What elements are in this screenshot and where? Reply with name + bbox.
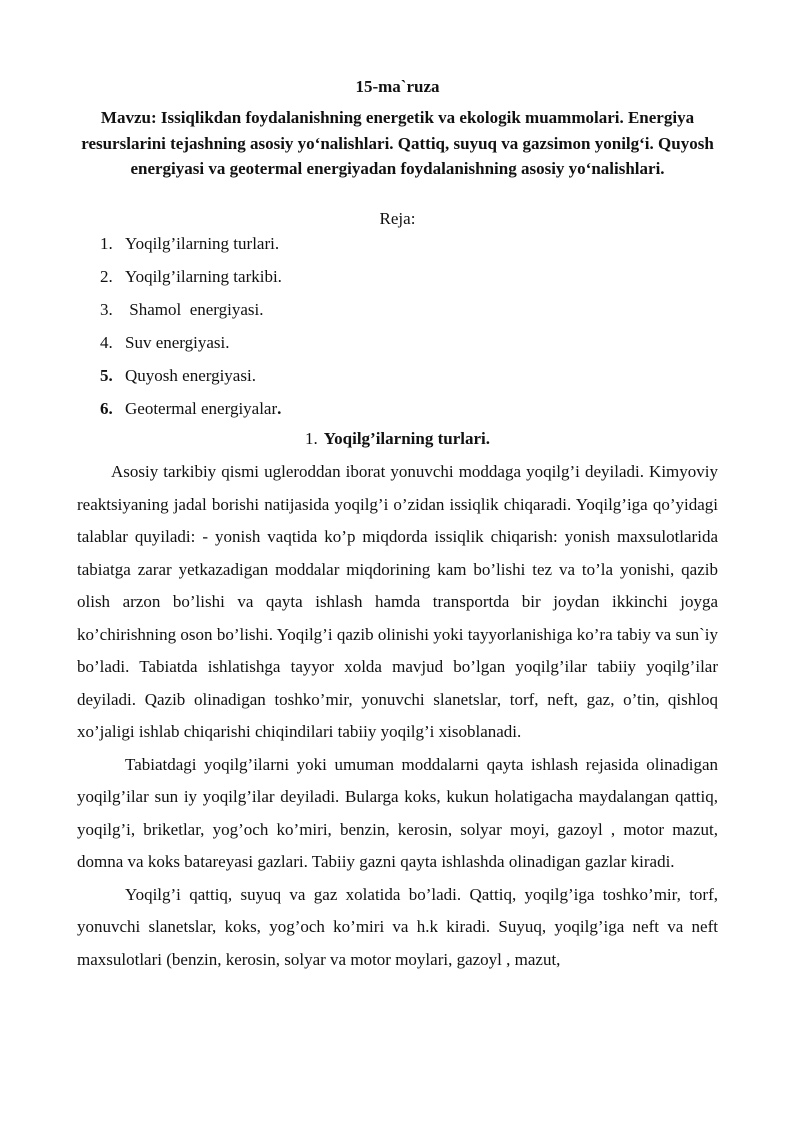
plan-list	[77, 232, 718, 430]
plan-item-text: Yoqilg’ilarning tarkibi.	[125, 267, 282, 286]
plan-item-4	[77, 331, 718, 364]
plan-item-suffix: .	[277, 399, 282, 418]
lecture-number: 15-ma`ruza	[355, 77, 440, 96]
plan-item-2	[77, 265, 718, 298]
paragraph-3: Yoqilg’i qattiq, suyuq va gaz xolatida bo’ladi. Qattiq, yoqilg’iga toshko’mir, torf, yonuvchi slanetslar, koks, yog’och ko’miri va h.k kiradi. Suyuq, yoqilg’iga neft va neft maxsulotlari (benzin, kerosin, solyar va motor moylari, gazoyl , mazut,	[77, 884, 718, 969]
paragraph-2: Tabiatdagi yoqilg’ilarni yoki umuman moddalarni qayta ishlash rejasida olinadigan yoqilg’ilar sun iy yoqilg’ilar deyiladi. Bularga koks, kukun holatigacha maydalangan qattiq, yoqilg’i, briketlar, yog’och ko’miri, benzin, kerosin, solyar moyi, gazoyl , motor mazut, domna va koks batareyasi gazlari. Tabiiy gazni qayta ishlashda olinadigan gazlar kiradi.	[77, 754, 718, 871]
plan-title: Reja:	[379, 209, 416, 228]
plan-item-number: 3.	[100, 300, 113, 319]
plan-item-3	[77, 298, 718, 331]
body-text	[77, 456, 718, 976]
plan-item-number: 6.	[100, 399, 113, 418]
plan-item-text: Suv energiyasi.	[125, 333, 230, 352]
plan-item-6	[77, 397, 718, 430]
section-title: Yoqilg’ilarning turlari.	[323, 429, 490, 448]
plan-item-number: 2.	[100, 267, 113, 286]
plan-item-text	[125, 397, 281, 421]
section-number: 1.	[305, 429, 318, 448]
plan-item-5	[77, 364, 718, 397]
plan-item-text: Quyosh energiyasi.	[125, 366, 256, 385]
plan-item-text: Yoqilg’ilarning turlari.	[125, 234, 280, 253]
plan-item-text: Shamol energiyasi.	[125, 300, 264, 319]
plan-item-text-main: Geotermal energiyalar	[125, 399, 278, 418]
section-heading	[77, 428, 718, 450]
plan-item-number: 1.	[100, 234, 113, 253]
lecture-topic: Mavzu: Issiqlikdan foydalanishning energetik va ekologik muammolari. Energiya resurslarini tejashning asosiy yo‘nalishlari. Qattiq, suyuq va gazsimon yonilg‘i. Quyosh energiyasi va geotermal energiyadan foydalanishning asosiy yo‘nalishlari.	[81, 108, 714, 178]
plan-item-1	[77, 232, 718, 265]
plan-item-number: 4.	[100, 333, 113, 352]
plan-item-number: 5.	[100, 366, 113, 385]
paragraph-1: Asosiy tarkibiy qismi ugleroddan iborat yonuvchi moddaga yoqilg’i deyiladi. Kimyoviy reaktsiyaning jadal borishi natijasida yoqilg’i o’zidan issiqlik chiqaradi. Yoqilg’iga qo’yidagi talablar quyiladi: - yonish vaqtida ko’p miqdorda issiqlik chiqarish: yonish maxsulotlarida tabiatga zarar yetkazadigan moddalar miqdorining kam bo’lishi tez va to’la yonishi, qazib olish arzon bo’lishi va qayta ishlash hamda transportda bir joydan ikkinchi joyga ko’chirishning oson bo’lishi. Yoqilg’i qazib olinishi yoki tayyorlanishiga ko’ra tabiy va sun`iy bo’ladi. Tabiatda ishlatishga tayyor xolda mavjud bo’lgan yoqilg’ilar tabiiy yoqilg’ilar deyiladi. Qazib olinadigan toshko’mir, yonuvchi slanetslar, torf, neft, gaz, o’tin, qishloq xo’jaligi ishlab chiqarishi chiqindilari tabiiy yoqilg’i xisoblanadi.	[77, 462, 718, 741]
